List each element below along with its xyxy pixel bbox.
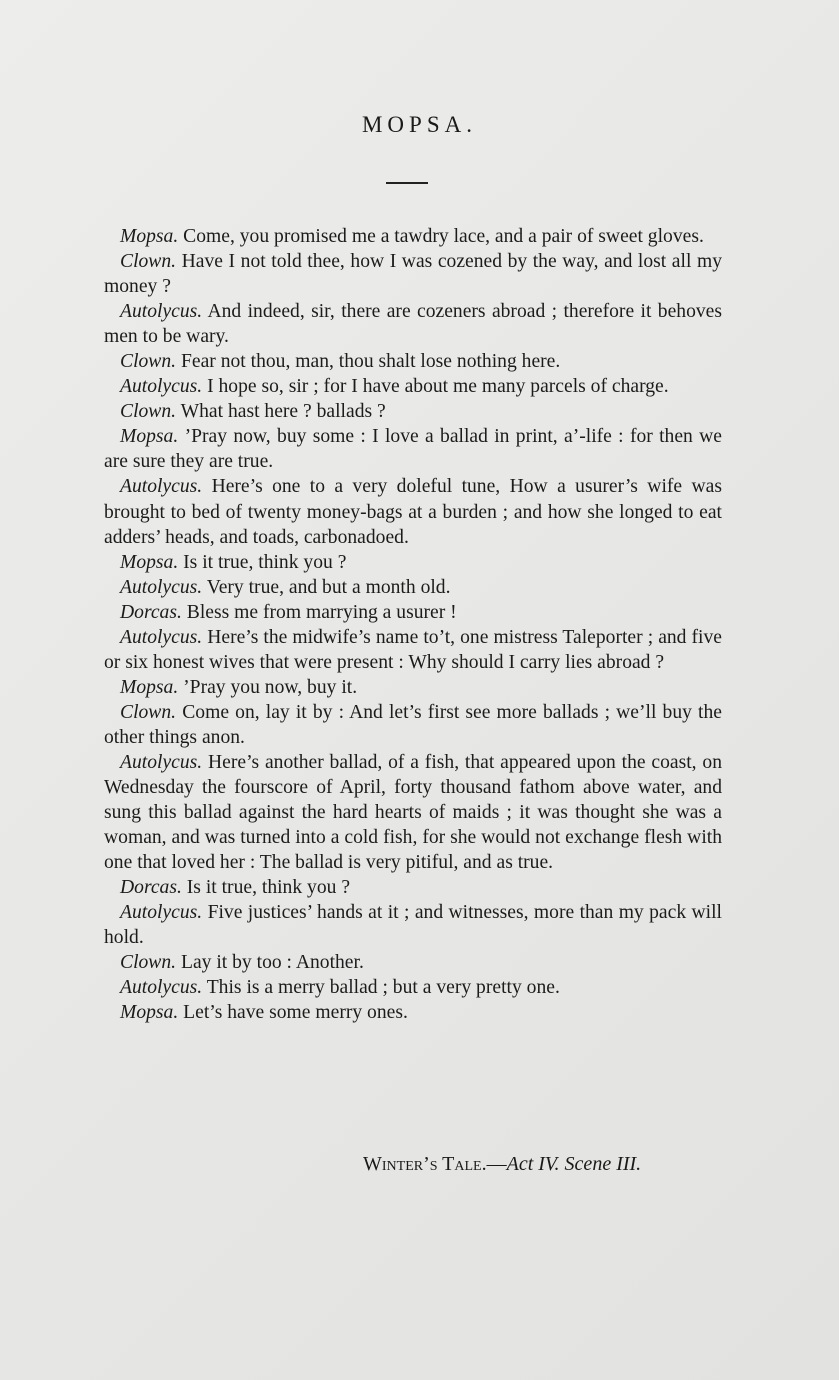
speech: [104, 349, 722, 374]
speech-text: I hope so, sir ; for I have about me many parcels of charge.: [207, 376, 669, 398]
speech: [104, 700, 722, 750]
citation-source: Winter’s Tale.—: [363, 1153, 507, 1175]
page-title: MOPSA.: [361, 112, 477, 137]
speaker-name: Autolycus.: [120, 902, 203, 924]
speech: [104, 299, 722, 349]
speaker-name: Mopsa.: [120, 1002, 179, 1024]
speech-text: Come on, lay it by : And let’s first see more ballads ; we’ll buy the other things anon.: [104, 701, 722, 748]
speech: [104, 875, 722, 900]
speaker-name: Mopsa.: [120, 551, 179, 573]
speech-text: Lay it by too : Another.: [180, 952, 364, 974]
speech: [104, 224, 722, 249]
speech: [104, 550, 722, 575]
speech: [104, 399, 722, 424]
speech: [104, 424, 722, 474]
speaker-name: Clown.: [120, 351, 177, 373]
speech-text: ’Pray now, buy some : I love a ballad in print, a’-life : for then we are sure they are true.: [104, 426, 723, 473]
speech: [104, 675, 722, 700]
speaker-name: Autolycus.: [120, 301, 203, 323]
speech-text: This is a merry ballad ; but a very pretty one.: [206, 977, 560, 999]
speech-text: What hast here ? ballads ?: [180, 401, 386, 423]
speech-text: Come, you promised me a tawdry lace, and a pair of sweet gloves.: [183, 226, 704, 247]
speech-text: Five justices’ hands at it ; and witnesses, more than my pack will hold.: [104, 902, 722, 949]
speaker-name: Autolycus.: [120, 751, 203, 773]
speaker-name: Mopsa.: [120, 676, 179, 698]
title-rule: [386, 182, 428, 184]
speech-text: Let’s have some merry ones.: [183, 1002, 408, 1024]
speech: [104, 374, 722, 399]
speaker-name: Clown.: [120, 251, 177, 273]
citation-reference: Act IV. Scene III.: [506, 1153, 642, 1175]
speech-text: ’Pray you now, buy it.: [183, 676, 358, 698]
speech-text: And indeed, sir, there are cozeners abroad ; therefore it behoves men to be wary.: [104, 301, 723, 348]
speech-text: Is it true, think you ?: [186, 877, 351, 899]
speaker-name: Mopsa.: [120, 426, 179, 448]
speaker-name: Dorcas.: [120, 877, 182, 899]
speech: [104, 249, 722, 299]
speaker-name: Autolycus.: [120, 626, 203, 648]
speaker-name: Autolycus.: [120, 977, 203, 999]
speech-text: Is it true, think you ?: [183, 551, 347, 573]
dialogue: [104, 224, 722, 1026]
speaker-name: Mopsa.: [120, 226, 179, 247]
source-citation: [363, 1153, 641, 1176]
speech-text: Here’s one to a very doleful tune, How a usurer’s wife was brought to bed of twenty money-bags at a burden ; and how she longed to eat adders’ heads, and toads, carbonadoed.: [104, 476, 722, 548]
speech: [104, 950, 722, 975]
speech-text: Very true, and but a month old.: [206, 576, 451, 598]
speech-text: Have I not told thee, how I was cozened by the way, and lost all my money ?: [104, 251, 722, 298]
speech: [104, 975, 722, 1000]
speech-text: Fear not thou, man, thou shalt lose nothing here.: [180, 351, 561, 373]
speech: [104, 474, 722, 549]
speech-text: Bless me from marrying a usurer !: [186, 601, 457, 623]
speech: [104, 625, 722, 675]
speaker-name: Clown.: [120, 401, 177, 423]
speaker-name: Autolycus.: [120, 476, 203, 498]
speaker-name: Clown.: [120, 952, 177, 974]
speaker-name: Autolycus.: [120, 376, 203, 398]
speech: [104, 600, 722, 625]
speaker-name: Dorcas.: [120, 601, 182, 623]
speech-text: Here’s another ballad, of a fish, that appeared upon the coast, on Wednesday the fourscore of April, forty thousand fathom above water, and sung this ballad against the hard hearts of maids ; it was thought she was a woman, and was turned into a cold fish, for she would not exchange flesh with one that loved her : The ballad is very pitiful, and as true.: [104, 751, 722, 874]
speech: [104, 1000, 722, 1025]
speaker-name: Clown.: [120, 701, 177, 723]
speaker-name: Autolycus.: [120, 576, 203, 598]
speech: [104, 575, 722, 600]
speech-text: Here’s the midwife’s name to’t, one mistress Taleporter ; and five or six honest wives that were present : Why should I carry lies abroad ?: [104, 626, 722, 673]
speech: [104, 750, 722, 875]
speech: [104, 900, 722, 950]
